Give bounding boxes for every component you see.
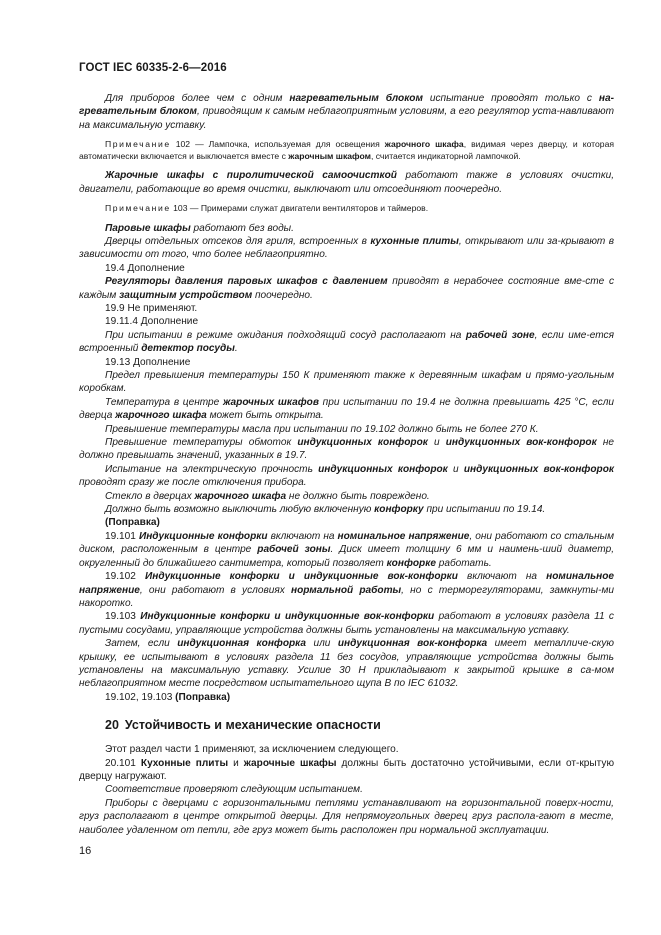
paragraph: Температура в центре жарочных шкафов при испытании по 19.4 не должна превышать 425 °С, если дверца жарочного шкафа может быть открыта. — [79, 396, 614, 422]
paragraph: Предел превышения температуры 150 К применяют также к деревянным шкафам и прямо-угольным коробкам. — [79, 370, 614, 395]
paragraph: 19.103 Индукционные конфорки и индукционные вок-конфорки работают в условиях раздела 11 с пустыми сосудами, управляющие устройства должны быть установлены на максимальную уставку. — [79, 611, 614, 636]
paragraph: Регуляторы давления паровых шкафов с давлением приводят в нерабочее состояние вме-сте с каждым защитным устройством поочередно. — [79, 276, 614, 301]
subsection-heading: 19.9 Не применяют. — [105, 302, 198, 314]
section-heading: 20 Устойчивость и механические опасности — [105, 718, 381, 733]
paragraph: Жарочные шкафы с пиролитической самоочисткой работают также в условиях очистки, двигатели, работающие во время очистки, выключают или отсоединяют поочередно. — [79, 170, 615, 195]
note-103: Примечание 103 — Примерами служат двигатели вентиляторов и таймеров. — [105, 203, 429, 214]
amendment-label: (Поправка) — [105, 517, 160, 529]
paragraph: Дверцы отдельных отсеков для гриля, встроенных в кухонные плиты, открывают или за-крывают в зависимости от того, что более неблагоприятно. — [79, 235, 614, 261]
subsection-heading: 19.13 Дополнение — [105, 356, 191, 368]
paragraph: При испытании в режиме ожидания подходящий сосуд располагают на рабочей зоне, если име-ется встроенный детектор посуды. — [79, 329, 614, 355]
document-body — [79, 92, 614, 837]
page-header: ГОСТ IEC 60335-2-6—2016 — [79, 62, 227, 74]
subsection-heading: 19.4 Дополнение — [105, 262, 185, 274]
paragraph: Для приборов более чем с одним нагревательным блоком испытание проводят только с на-гревательным блоком, приводящим к самым неблагоприятным условиям, а его регулятор уста-навливают на максимальную уставку. — [79, 93, 614, 131]
paragraph: 19.101 Индукционные конфорки включают на номинальное напряжение, они работают со стальным диском, расположенным в центре рабочей зоны. Диск имеет толщину 6 мм и наимень-ший диаметр, округленный до ближайшего сантиметра, который позволяет конфорке работать. — [79, 530, 615, 569]
paragraph: Испытание на электрическую прочность индукционных конфорок и индукционных вок-конфорок проводят сразу же после отключения прибора. — [79, 463, 614, 489]
paragraph: Должно быть возможно выключить любую включенную конфорку при испытании по 19.14. — [105, 504, 546, 516]
paragraph: Паровые шкафы работают без воды. — [105, 222, 294, 234]
paragraph: Превышение температуры обмоток индукционных конфорок и индукционных вок-конфорок не должно превышать значений, указанных в 19.7. — [79, 437, 614, 462]
paragraph: 20.101 Кухонные плиты и жарочные шкафы должны быть достаточно устойчивыми, если от-крытую дверцу нагружают. — [79, 757, 615, 782]
paragraph: Этот раздел части 1 применяют, за исключением следующего. — [105, 744, 399, 756]
paragraph: Соответствие проверяют следующим испытанием. — [105, 784, 363, 796]
paragraph: 19.102, 19.103 (Поправка) — [105, 691, 231, 703]
paragraph: Затем, если индукционная конфорка или индукционная вок-конфорка имеет металличе-скую крышку, ее испытывают в условиях раздела 11 без сосудов, управляющие устройства должны быть установлены на максимальную уставку. Усилие 30 Н прикладывают к закрытой крышке в са-мом неблагоприятном месте посредством испытательного щупа В по IEC 61032. — [79, 638, 615, 690]
paragraph: Стекло в дверцах жарочного шкафа не должно быть повреждено. — [105, 490, 430, 502]
page-number: 16 — [79, 845, 92, 857]
note-102: Примечание 102 — Лампочка, используемая для освещения жарочного шкафа, видимая через дверцу, и которая автоматически включается и выключается вместе с жарочным шкафом, считается индикаторной лампочкой. — [79, 139, 615, 161]
paragraph: Приборы с дверцами с горизонтальными петлями устанавливают на горизонтальной поверх-ности, груз располагают в центре открытой дверцы. Для непрямоугольных дверец груз распола-гают в месте, наиболее удаленном от петли, где груз может быть расположен при нормальной эксплуатации. — [79, 797, 614, 836]
paragraph: 19.102 Индукционные конфорки и индукционные вок-конфорки включают на номинальное напряжение, они работают в условиях нормальной работы, но с терморегуляторами, замкнуты-ми накоротко. — [79, 571, 614, 609]
subsection-heading: 19.11.4 Дополнение — [105, 316, 199, 328]
paragraph: Превышение температуры масла при испытании по 19.102 должно быть не более 270 К. — [105, 423, 539, 435]
